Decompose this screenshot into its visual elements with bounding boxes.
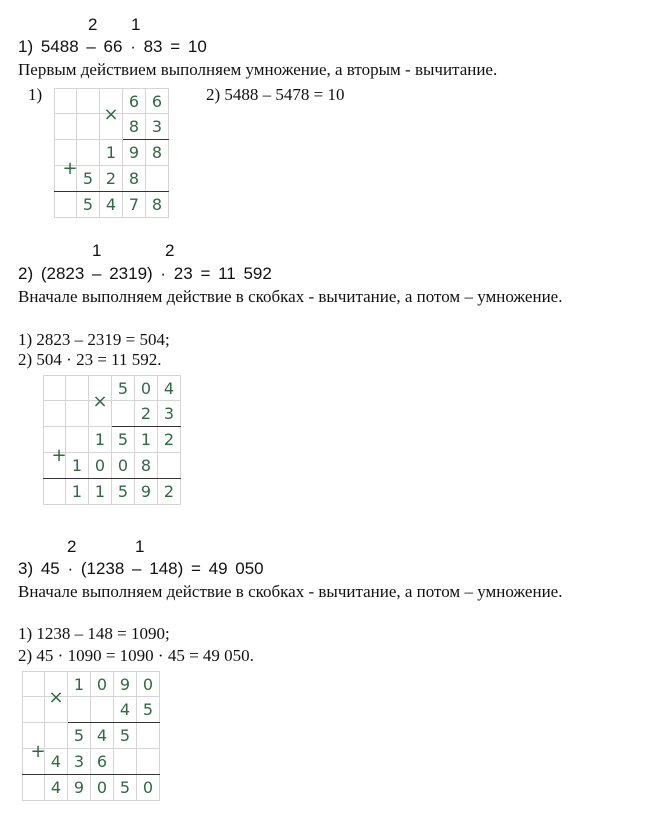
grid-digit	[43, 375, 66, 401]
grid-digit: 0	[137, 671, 160, 697]
grid-digit: 4	[114, 697, 137, 723]
grid-digit	[66, 375, 89, 401]
grid-digit	[77, 140, 100, 166]
grid-digit: 7	[123, 192, 146, 218]
multiply-sign: ×	[92, 391, 108, 412]
grid-digit	[43, 401, 66, 427]
sum-underline	[22, 774, 160, 775]
task-2-column-multiplication	[43, 375, 181, 505]
grid-digit: 8	[146, 192, 169, 218]
grid-digit: 8	[146, 140, 169, 166]
task-2-step-1: 1) 2823 – 2319 = 504;	[18, 330, 170, 349]
grid-digit: 4	[91, 723, 114, 749]
task-2-explanation: Вначале выполняем действие в скобках - вычитание, а потом – умножение.	[18, 287, 563, 306]
grid-digit: 1	[135, 427, 158, 453]
grid-digit: 2	[100, 166, 123, 192]
grid-digit: 6	[146, 88, 169, 114]
task-3-step-1: 1) 1238 – 148 = 1090;	[18, 624, 170, 643]
multiplication-underline	[123, 139, 169, 140]
grid-digit: 8	[135, 453, 158, 479]
grid-digit	[66, 427, 89, 453]
task-3-column-multiplication	[22, 671, 160, 801]
grid-digit: 6	[123, 88, 146, 114]
grid-digit	[114, 749, 137, 775]
grid-digit: 0	[89, 453, 112, 479]
grid-digit	[43, 479, 66, 505]
grid-digit: 3	[158, 401, 181, 427]
sum-underline	[43, 478, 181, 479]
grid-digit	[158, 453, 181, 479]
grid-digit: 1	[89, 479, 112, 505]
grid-digit: 5	[112, 375, 135, 401]
multiplication-underline	[68, 722, 160, 723]
task-1-column-multiplication	[54, 88, 169, 218]
grid-digit: 2	[135, 401, 158, 427]
action-order-1: 1	[135, 537, 145, 556]
grid-digit: 5	[68, 723, 91, 749]
task-1-step-label: 1)	[28, 85, 43, 104]
grid-digit: 9	[135, 479, 158, 505]
task-1-explanation: Первым действием выполняем умножение, а вторым - вычитание.	[18, 60, 498, 79]
grid-digit	[54, 192, 77, 218]
plus-sign: +	[51, 445, 67, 466]
grid-digit: 4	[45, 749, 68, 775]
grid-digit	[45, 723, 68, 749]
action-order-1: 1	[131, 15, 141, 34]
grid-digit	[22, 775, 45, 801]
grid-digit: 6	[91, 749, 114, 775]
grid-digit: 3	[68, 749, 91, 775]
task-1-expression: 1) 5488 – 66 · 83 = 10	[18, 37, 207, 56]
grid-digit	[22, 671, 45, 697]
grid-digit	[22, 697, 45, 723]
grid-digit: 5	[112, 479, 135, 505]
grid-digit	[112, 401, 135, 427]
task-1-step-2: 2) 5488 – 5478 = 10	[206, 85, 345, 104]
grid-digit: 5	[114, 775, 137, 801]
grid-digit: 1	[100, 140, 123, 166]
action-order-1: 1	[92, 241, 102, 260]
grid-digit	[137, 723, 160, 749]
grid-digit: 0	[112, 453, 135, 479]
grid-digit	[54, 88, 77, 114]
action-order-2: 2	[67, 537, 77, 556]
grid-digit: 1	[68, 671, 91, 697]
plus-sign: +	[30, 741, 46, 762]
grid-digit: 2	[158, 427, 181, 453]
grid-digit	[77, 114, 100, 140]
grid-digit: 0	[135, 375, 158, 401]
sum-underline	[54, 191, 169, 192]
action-order-2: 2	[88, 15, 98, 34]
multiply-sign: ×	[103, 104, 119, 125]
grid-digit: 1	[66, 453, 89, 479]
task-3-explanation: Вначале выполняем действие в скобках - вычитание, а потом – умножение.	[18, 582, 563, 601]
multiplication-underline	[112, 426, 181, 427]
grid-digit: 4	[158, 375, 181, 401]
grid-digit: 5	[112, 427, 135, 453]
grid-digit: 1	[89, 427, 112, 453]
grid-digit: 4	[45, 775, 68, 801]
grid-digit: 9	[114, 671, 137, 697]
grid-digit	[91, 697, 114, 723]
grid-digit: 0	[137, 775, 160, 801]
grid-digit: 4	[100, 192, 123, 218]
grid-digit: 3	[146, 114, 169, 140]
grid-digit: 1	[66, 479, 89, 505]
grid-digit: 0	[91, 671, 114, 697]
grid-digit: 9	[68, 775, 91, 801]
grid-digit	[77, 88, 100, 114]
grid-digit: 5	[77, 166, 100, 192]
grid-digit: 5	[137, 697, 160, 723]
grid-digit	[54, 114, 77, 140]
grid-digit: 2	[158, 479, 181, 505]
grid-digit: 8	[123, 166, 146, 192]
grid-digit: 5	[114, 723, 137, 749]
grid-digit	[68, 697, 91, 723]
grid-digit	[66, 401, 89, 427]
plus-sign: +	[62, 158, 78, 179]
task-3-expression: 3) 45 · (1238 – 148) = 49 050	[18, 559, 264, 578]
grid-digit: 8	[123, 114, 146, 140]
grid-digit: 9	[123, 140, 146, 166]
grid-digit	[146, 166, 169, 192]
task-2-expression: 2) (2823 – 2319) · 23 = 11 592	[18, 264, 272, 283]
action-order-2: 2	[165, 241, 175, 260]
task-3-step-2: 2) 45 · 1090 = 1090 · 45 = 49 050.	[18, 646, 254, 665]
task-2-step-2: 2) 504 · 23 = 11 592.	[18, 350, 162, 369]
multiply-sign: ×	[48, 687, 64, 708]
grid-digit	[137, 749, 160, 775]
grid-digit: 0	[91, 775, 114, 801]
grid-digit: 5	[77, 192, 100, 218]
